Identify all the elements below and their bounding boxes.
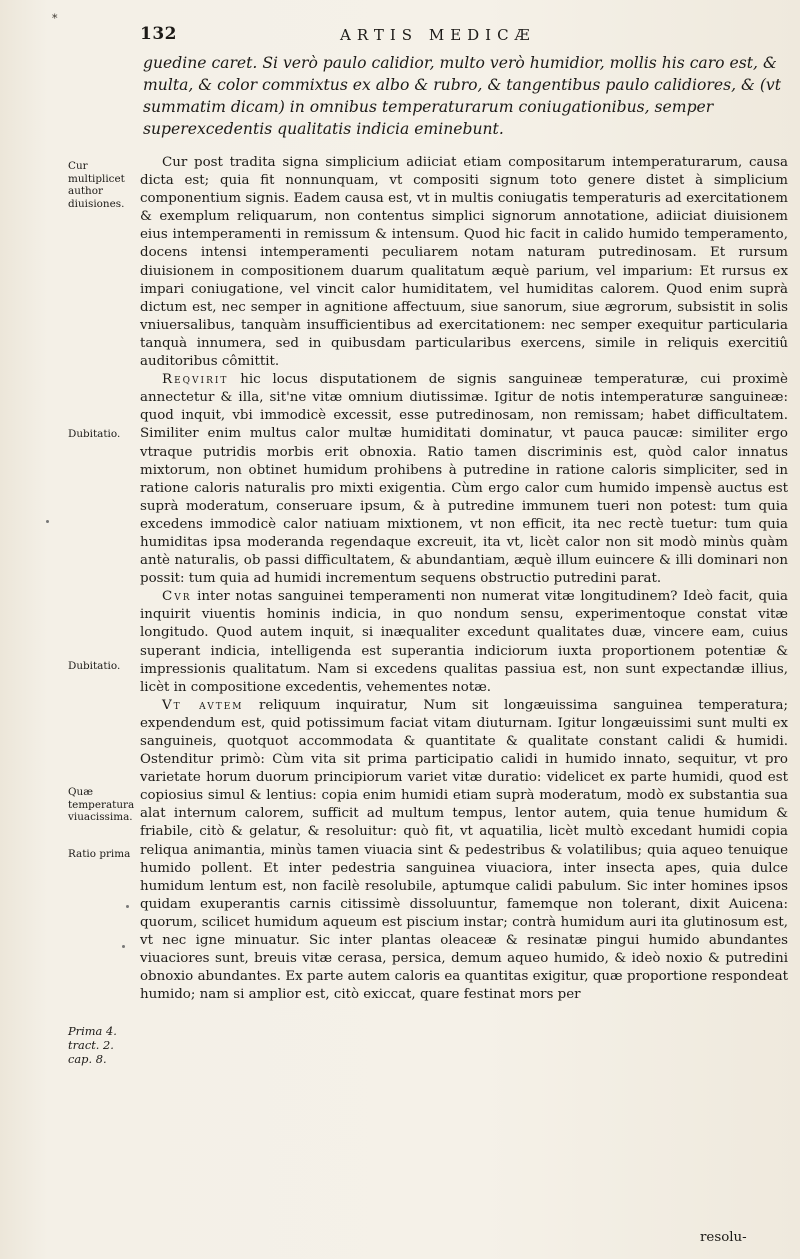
paragraph-1 (140, 154, 788, 371)
running-title: ARTIS MEDICÆ (340, 26, 536, 44)
paragraph-2-lead: Reqvirit (162, 372, 229, 388)
margin-note-citation: Prima 4. tract. 2. cap. 8. (68, 1024, 117, 1066)
margin-note-ratio-prima: Ratio prima (68, 848, 131, 860)
paragraph-4 (140, 697, 788, 1005)
paragraph-4-text: reliquum inquiratur, Num sit longæuissima sanguinea temperatura; expendendum est, quid potissimum faciat vitam diuturnam. Igitur longæuissimi sunt multi ex sanguineis, quotquot accommodata & quantitate & qualitate constant calidi & humidi. Ostenditur primò: Cùm vita sit prima participatio calidi in humido innato, sequitur, vt pro varietate horum duorum principiorum variet vitæ duratio: videlicet ex parte humidi, quod est copiosius simul & lentius: copia enim humidi etiam suprà moderatum, modò ex substantia sua alat internum calorem, sufficit ad multum tempus, lentor autem, quia tenue humidum & friabile, citò & gelatur, & resoluitur: quò fit, vt aquatilia, licèt multò excedant humidi copia reliqua animantia, minùs tamen viuacia sint & pedestribus & volatilibus; quia aqueo tenuique humido pollent. Et inter pedestria sanguinea viuaciora, inter insecta apes, quia dulce humidum lentum est, non facilè resolubile, aptumque calidi pabulum. Sic inter homines ipsos quidam exuperantis carnis citissimè dissoluuntur, famemque non tolerant, dixit Auicena: quorum, scilicet humidum aqueum est piscium instar; contrà humidum auri ita glutinosum est, vt nec igne minuatur. Sic inter plantas oleaceæ & resinatæ pingui humido abundantes viuaciores sunt, breuis vitæ cerasa, persica, demum aqueo humido, & ideò noxio & putredini obnoxio abundantes. Ex parte autem caloris ea quantitas exigitur, quæ proportione respondeat humido; nam si amplior est, citò exiccat, quare festinat mors per (140, 697, 788, 1003)
page-header (140, 18, 780, 48)
paragraph-2-text: hic locus disputationem de signis sanguineæ temperaturæ, cui proximè annectetur & illa, sit'ne vitæ omnium diutissimæ. Igitur de notis intemperaturæ sanguineæ: quod inquit, vbi immodicè excessit, esse putredinosam, non remissam; habet difficultatem. Similiter enim multus calor multæ humiditati dominatur, vt pauca paucæ: similiter ergo vtraque putridis morbis erit obnoxia. Ratio tamen discriminis est, quòd calor innatus mixtorum, non obtinet humidum prohibens à putredine in ratione caloris simpliciter, sed in ratione caloris naturalis pro mixti exigentia. Cùm ergo calor cum humido impensè auctus est suprà moderatum, conseruare ipsum, & à putredine immunem tueri non potest: tum quia excedens immodicè calor natiuam mixtionem, vt non efficit, ita nec rectè tuetur: tum quia humiditas ipsa moderanda regendaque excreuit, ita vt, licèt calor non sit modò minùs quàm antè naturalis, ob passi difficultatem, & abundantiam, æquè illum euincere & illi dominari non possit: tum quia ad humidi incrementum sequens obstructio putredini parat. (140, 372, 788, 587)
paper-speck (122, 945, 125, 948)
paragraph-4-lead: Vt avtem (162, 697, 244, 713)
page-number: 132 (140, 24, 177, 44)
catchword: resolu- (700, 1230, 747, 1245)
margin-note-dubitatio-2: Dubitatio. (68, 660, 121, 672)
paper-speck (126, 905, 129, 908)
paper-speck (46, 520, 49, 523)
paragraph-3-lead: Cvr (162, 589, 192, 605)
paragraph-1-text: Cur post tradita signa simplicium adiiciat etiam compositarum intemperaturarum, causa dicta est; quia fit nonnunquam, vt compositi signum toto genere distet à simplicium componentium signis. Eadem causa est, vt in multis coniugatis temperaturis ad exercitationem & exemplum reliquarum, non contentus simplici signorum annotatione, adiiciat diuisionem eius intemperamenti in remissum & intensum. Quod hic facit in calido humido temperamento, docens intensi intemperamenti peculiarem notam naturam putredinosam. Et rursum diuisionem in compositionem duarum qualitatum æquè parium, vel imparium: Et rursus ex impari coniugatione, vel vincit calor humiditatem, vel humiditas calorem. Quod enim suprà dictum est, nec semper in agnitione affectuum, siue sanorum, siue ægrorum, subsistit in solis vniuersalibus, tanquàm insufficientibus ad exercitationem: nec semper exequitur particularia tanquà innumera, sed in quibusdam particularibus exercens, simile in reliquis exercitiû auditoribus cômittit. (140, 155, 788, 370)
edge-mark: * (52, 12, 58, 25)
paragraph-2 (140, 371, 788, 588)
paragraph-3-text: inter notas sanguinei temperamenti non numerat vitæ longitudinem? Ideò facit, quia inquirit viuentis hominis indicia, in quo nondum sensu, experimentoque constat vitæ longitudo. Quod autem inquit, si inæqualiter excedunt qualitates duæ, vincere eam, cuius superant indicia, intelligenda est superantia indiciorum iuxta proportionem potentiæ & impressionis qualitatum. Nam si excedens qualitas passiua est, non sunt expectandæ illius, licèt in compositione excedentis, vehementes notæ. (140, 589, 788, 695)
main-text-column (140, 154, 788, 1004)
continued-italic-text: guedine caret. Si verò paulo calidior, multo verò humidior, mollis his caro est, & multa, & color commixtus ex albo & rubro, & tangentibus paulo calidiores, & (vt summatim dicam) in omnibus temperaturarum coniugationibus, semper superexcedentis qualitatis indicia eminebunt. (143, 54, 781, 138)
margin-note-temperatura: Quæ temperatura viuacissima. (68, 786, 135, 823)
margin-note-dubitatio-1: Dubitatio. (68, 428, 121, 440)
margin-note-diuisiones: Cur multiplicet author diuisiones. (68, 160, 125, 210)
paragraph-3 (140, 588, 788, 697)
